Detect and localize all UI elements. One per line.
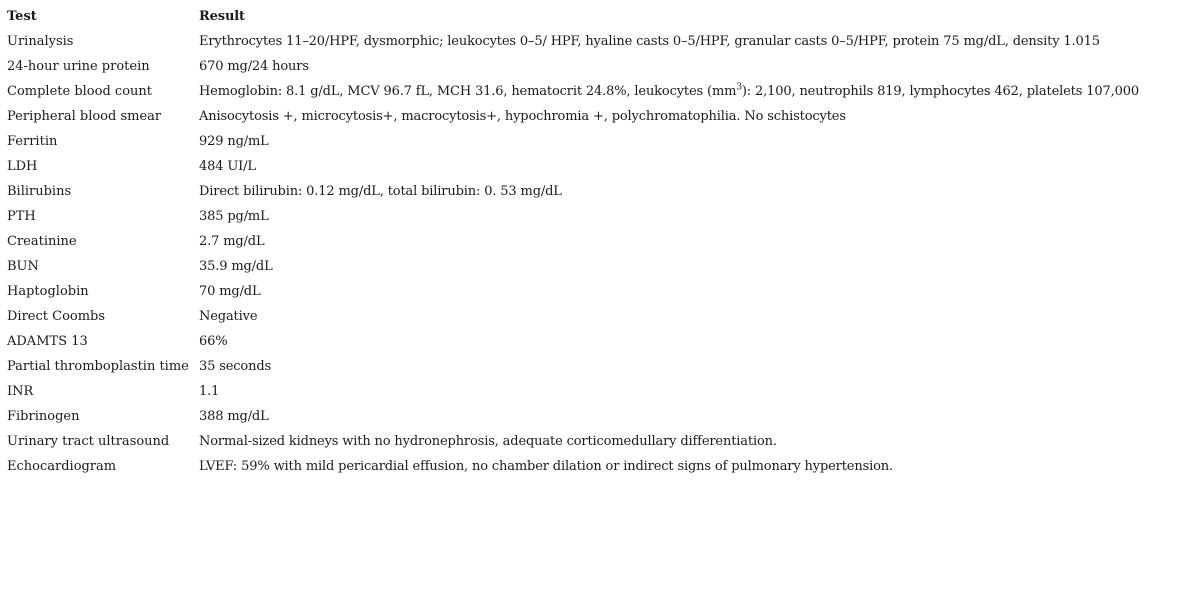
table-row [7, 54, 1185, 79]
test-name: Bilirubins [7, 184, 72, 199]
result-text-before: Hemoglobin: 8.1 g/dL, MCV 96.7 fL, MCH 31.6, hematocrit 24.8%, leukocytes (mm [199, 84, 737, 99]
table-row [7, 79, 1185, 104]
test-result: 385 pg/mL [199, 209, 269, 224]
test-name: Complete blood count [7, 84, 152, 99]
test-result: 929 ng/mL [199, 134, 269, 149]
test-name: ADAMTS 13 [7, 334, 88, 349]
test-result: Negative [199, 309, 258, 324]
test-name: Direct Coombs [7, 309, 106, 324]
test-name: Haptoglobin [7, 284, 89, 299]
test-name: Creatinine [7, 234, 77, 249]
table-row [7, 404, 1185, 429]
table-row [7, 329, 1185, 354]
table-row [7, 179, 1185, 204]
table-row [7, 229, 1185, 254]
table-row [7, 154, 1185, 179]
test-result: 484 UI/L [199, 159, 256, 174]
table-row [7, 304, 1185, 329]
test-name: BUN [7, 259, 39, 274]
header-result: Result [199, 9, 245, 24]
test-name: Urinary tract ultrasound [7, 434, 170, 449]
test-name: INR [7, 384, 34, 399]
table-row [7, 354, 1185, 379]
table-row [7, 279, 1185, 304]
test-name: 24-hour urine protein [7, 59, 150, 74]
test-result: 66% [199, 334, 228, 349]
test-result: Erythrocytes 11–20/HPF, dysmorphic; leukocytes 0–5/ HPF, hyaline casts 0–5/HPF, granular casts 0–5/HPF, protein 75 mg/dL, density 1.015 [199, 34, 1100, 49]
test-result: 35.9 mg/dL [199, 259, 273, 274]
table-row [7, 454, 1185, 479]
test-result: Normal-sized kidneys with no hydronephrosis, adequate corticomedullary differentiation. [199, 434, 777, 449]
lab-results-table [7, 4, 1185, 479]
test-name: Urinalysis [7, 34, 74, 49]
test-result: 670 mg/24 hours [199, 59, 309, 74]
test-result: Anisocytosis +, microcytosis+, macrocytosis+, hypochromia +, polychromatophilia. No schistocytes [199, 109, 846, 124]
table-row [7, 204, 1185, 229]
table-row [7, 254, 1185, 279]
table-header-row [7, 4, 1185, 29]
table-row [7, 429, 1185, 454]
test-name: Echocardiogram [7, 459, 117, 474]
test-result: 35 seconds [199, 359, 272, 374]
test-result: 70 mg/dL [199, 284, 261, 299]
test-result [199, 79, 1185, 104]
table-row [7, 29, 1185, 54]
test-name: Ferritin [7, 134, 58, 149]
result-text-after: ): 2,100, neutrophils 819, lymphocytes 462, platelets 107,000 [741, 84, 1139, 99]
test-result: 388 mg/dL [199, 409, 269, 424]
header-test: Test [7, 9, 37, 24]
superscript-exponent: 3 [736, 82, 742, 93]
test-name: Fibrinogen [7, 409, 80, 424]
test-name: PTH [7, 209, 36, 224]
table-row [7, 129, 1185, 154]
table-row [7, 104, 1185, 129]
test-name: LDH [7, 159, 38, 174]
test-result: 1.1 [199, 384, 220, 399]
table-row [7, 379, 1185, 404]
test-result: Direct bilirubin: 0.12 mg/dL, total bilirubin: 0. 53 mg/dL [199, 184, 562, 199]
test-result: LVEF: 59% with mild pericardial effusion, no chamber dilation or indirect signs of pulmonary hypertension. [199, 459, 893, 474]
test-name: Peripheral blood smear [7, 109, 162, 124]
test-name: Partial thromboplastin time [7, 359, 189, 374]
test-result: 2.7 mg/dL [199, 234, 265, 249]
